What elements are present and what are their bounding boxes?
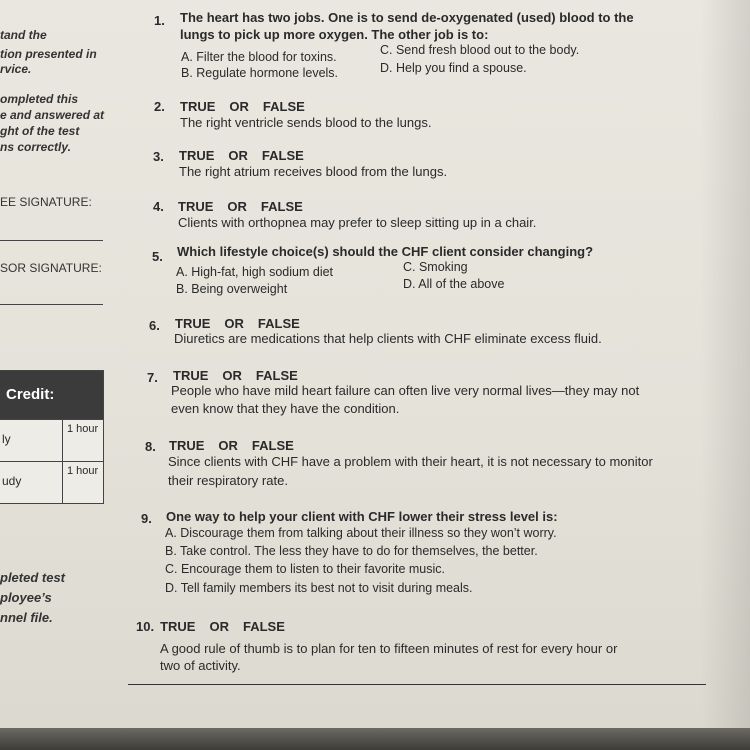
or-label: OR [229, 99, 249, 114]
credit-row-value: 1 hour [62, 420, 102, 461]
true-false-choices [169, 437, 308, 454]
credit-row-label: udy [2, 474, 22, 488]
question-number: 1. [154, 13, 165, 28]
credit-row-label: ly [2, 432, 11, 446]
true-option[interactable]: TRUE [169, 438, 205, 453]
intro-line-1: tand the [0, 28, 47, 42]
or-label: OR [209, 619, 229, 634]
answer-option: A. Discourage them from talking about their illness so they won’t worry. [165, 526, 557, 540]
question-text: Clients with orthopnea may prefer to sleep sitting up in a chair. [178, 215, 537, 230]
false-option[interactable]: FALSE [257, 316, 300, 331]
credit-table [0, 370, 104, 504]
question-number: 8. [145, 439, 156, 454]
true-option[interactable]: TRUE [160, 619, 196, 634]
answer-option: D. Help you find a spouse. [380, 61, 527, 75]
question-text: Diuretics are medications that help clients with CHF eliminate excess fluid. [174, 331, 602, 346]
true-option[interactable]: TRUE [180, 99, 216, 114]
true-option[interactable]: TRUE [178, 199, 214, 214]
employee-signature-line [0, 240, 103, 241]
question-text-line-1: Since clients with CHF have a problem with their heart, it is not necessary to monitor [168, 454, 653, 469]
credit-title: Credit: [0, 371, 103, 419]
question-number: 9. [141, 511, 152, 526]
or-label: OR [228, 148, 248, 163]
question-text: The right atrium receives blood from the lungs. [179, 164, 448, 179]
answer-option: B. Take control. The less they have to do for themselves, the better. [165, 544, 538, 558]
question-number: 3. [153, 149, 164, 164]
question-number: 2. [154, 99, 165, 114]
answer-option: A. High-fat, high sodium diet [176, 265, 334, 279]
question-text: Which lifestyle choice(s) should the CHF client consider changing? [177, 244, 594, 259]
question-text: The heart has two jobs. One is to send de-oxygenated (used) blood to the lungs to pick up more oxygen. The other job is to: [180, 10, 634, 42]
false-option[interactable]: FALSE [261, 148, 304, 163]
answer-option: C. Send fresh blood out to the body. [380, 43, 580, 57]
question-number: 10. [136, 619, 155, 634]
answer-option: C. Encourage them to listen to their favorite music. [165, 562, 445, 576]
intro-line-5: e and answered at [0, 108, 105, 122]
supervisor-signature-label: SOR SIGNATURE: [0, 261, 102, 275]
intro-line-3: rvice. [0, 62, 32, 76]
false-option[interactable]: FALSE [251, 438, 294, 453]
question-text-line-1: People who have mild heart failure can often live very normal lives—they may not [171, 383, 640, 398]
footer-line-3: nnel file. [0, 610, 53, 625]
question-text-line-1: A good rule of thumb is to plan for ten to fifteen minutes of rest for every hour or [160, 641, 618, 656]
false-option[interactable]: FALSE [242, 619, 285, 634]
or-label: OR [222, 368, 242, 383]
answer-option: C. Smoking [403, 260, 468, 274]
true-false-choices [180, 98, 319, 115]
true-option[interactable]: TRUE [179, 148, 215, 163]
employee-signature-label: EE SIGNATURE: [0, 195, 92, 209]
footer-line-2: ployee’s [0, 590, 52, 605]
true-false-choices [136, 618, 299, 635]
true-false-choices [179, 147, 318, 164]
question-text: One way to help your client with CHF lower their stress level is: [166, 509, 558, 524]
intro-line-7: ns correctly. [0, 140, 71, 154]
false-option[interactable]: FALSE [262, 99, 305, 114]
question-text-line-2: their respiratory rate. [168, 473, 288, 488]
supervisor-signature-line [0, 304, 103, 305]
answer-option: D. Tell family members its best not to visit during meals. [165, 581, 473, 595]
question-number: 7. [147, 370, 158, 385]
question-number: 6. [149, 318, 160, 333]
or-label: OR [227, 199, 247, 214]
false-option[interactable]: FALSE [255, 368, 298, 383]
table-surface [0, 728, 750, 750]
true-option[interactable]: TRUE [175, 316, 211, 331]
question-text-line-2: even know that they have the condition. [171, 401, 400, 416]
bottom-rule [128, 684, 706, 685]
question-text-line-2: two of activity. [160, 658, 241, 673]
true-false-choices [178, 198, 317, 215]
credit-row [0, 461, 103, 503]
intro-line-4: ompleted this [0, 92, 79, 106]
credit-row [0, 419, 103, 461]
question-number: 5. [152, 249, 163, 264]
intro-line-2: tion presented in [0, 47, 97, 61]
intro-line-6: ght of the test [0, 124, 80, 138]
question-number: 4. [153, 199, 164, 214]
answer-option: B. Being overweight [176, 282, 288, 296]
or-label: OR [224, 316, 244, 331]
footer-line-1: pleted test [0, 570, 66, 585]
true-option[interactable]: TRUE [173, 368, 209, 383]
false-option[interactable]: FALSE [260, 199, 303, 214]
credit-row-value: 1 hour [62, 462, 102, 503]
page-shadow [700, 0, 750, 730]
or-label: OR [218, 438, 238, 453]
answer-option: D. All of the above [403, 277, 505, 291]
question-text: The right ventricle sends blood to the lungs. [180, 115, 432, 130]
answer-option: B. Regulate hormone levels. [181, 66, 339, 80]
answer-option: A. Filter the blood for toxins. [181, 50, 337, 64]
